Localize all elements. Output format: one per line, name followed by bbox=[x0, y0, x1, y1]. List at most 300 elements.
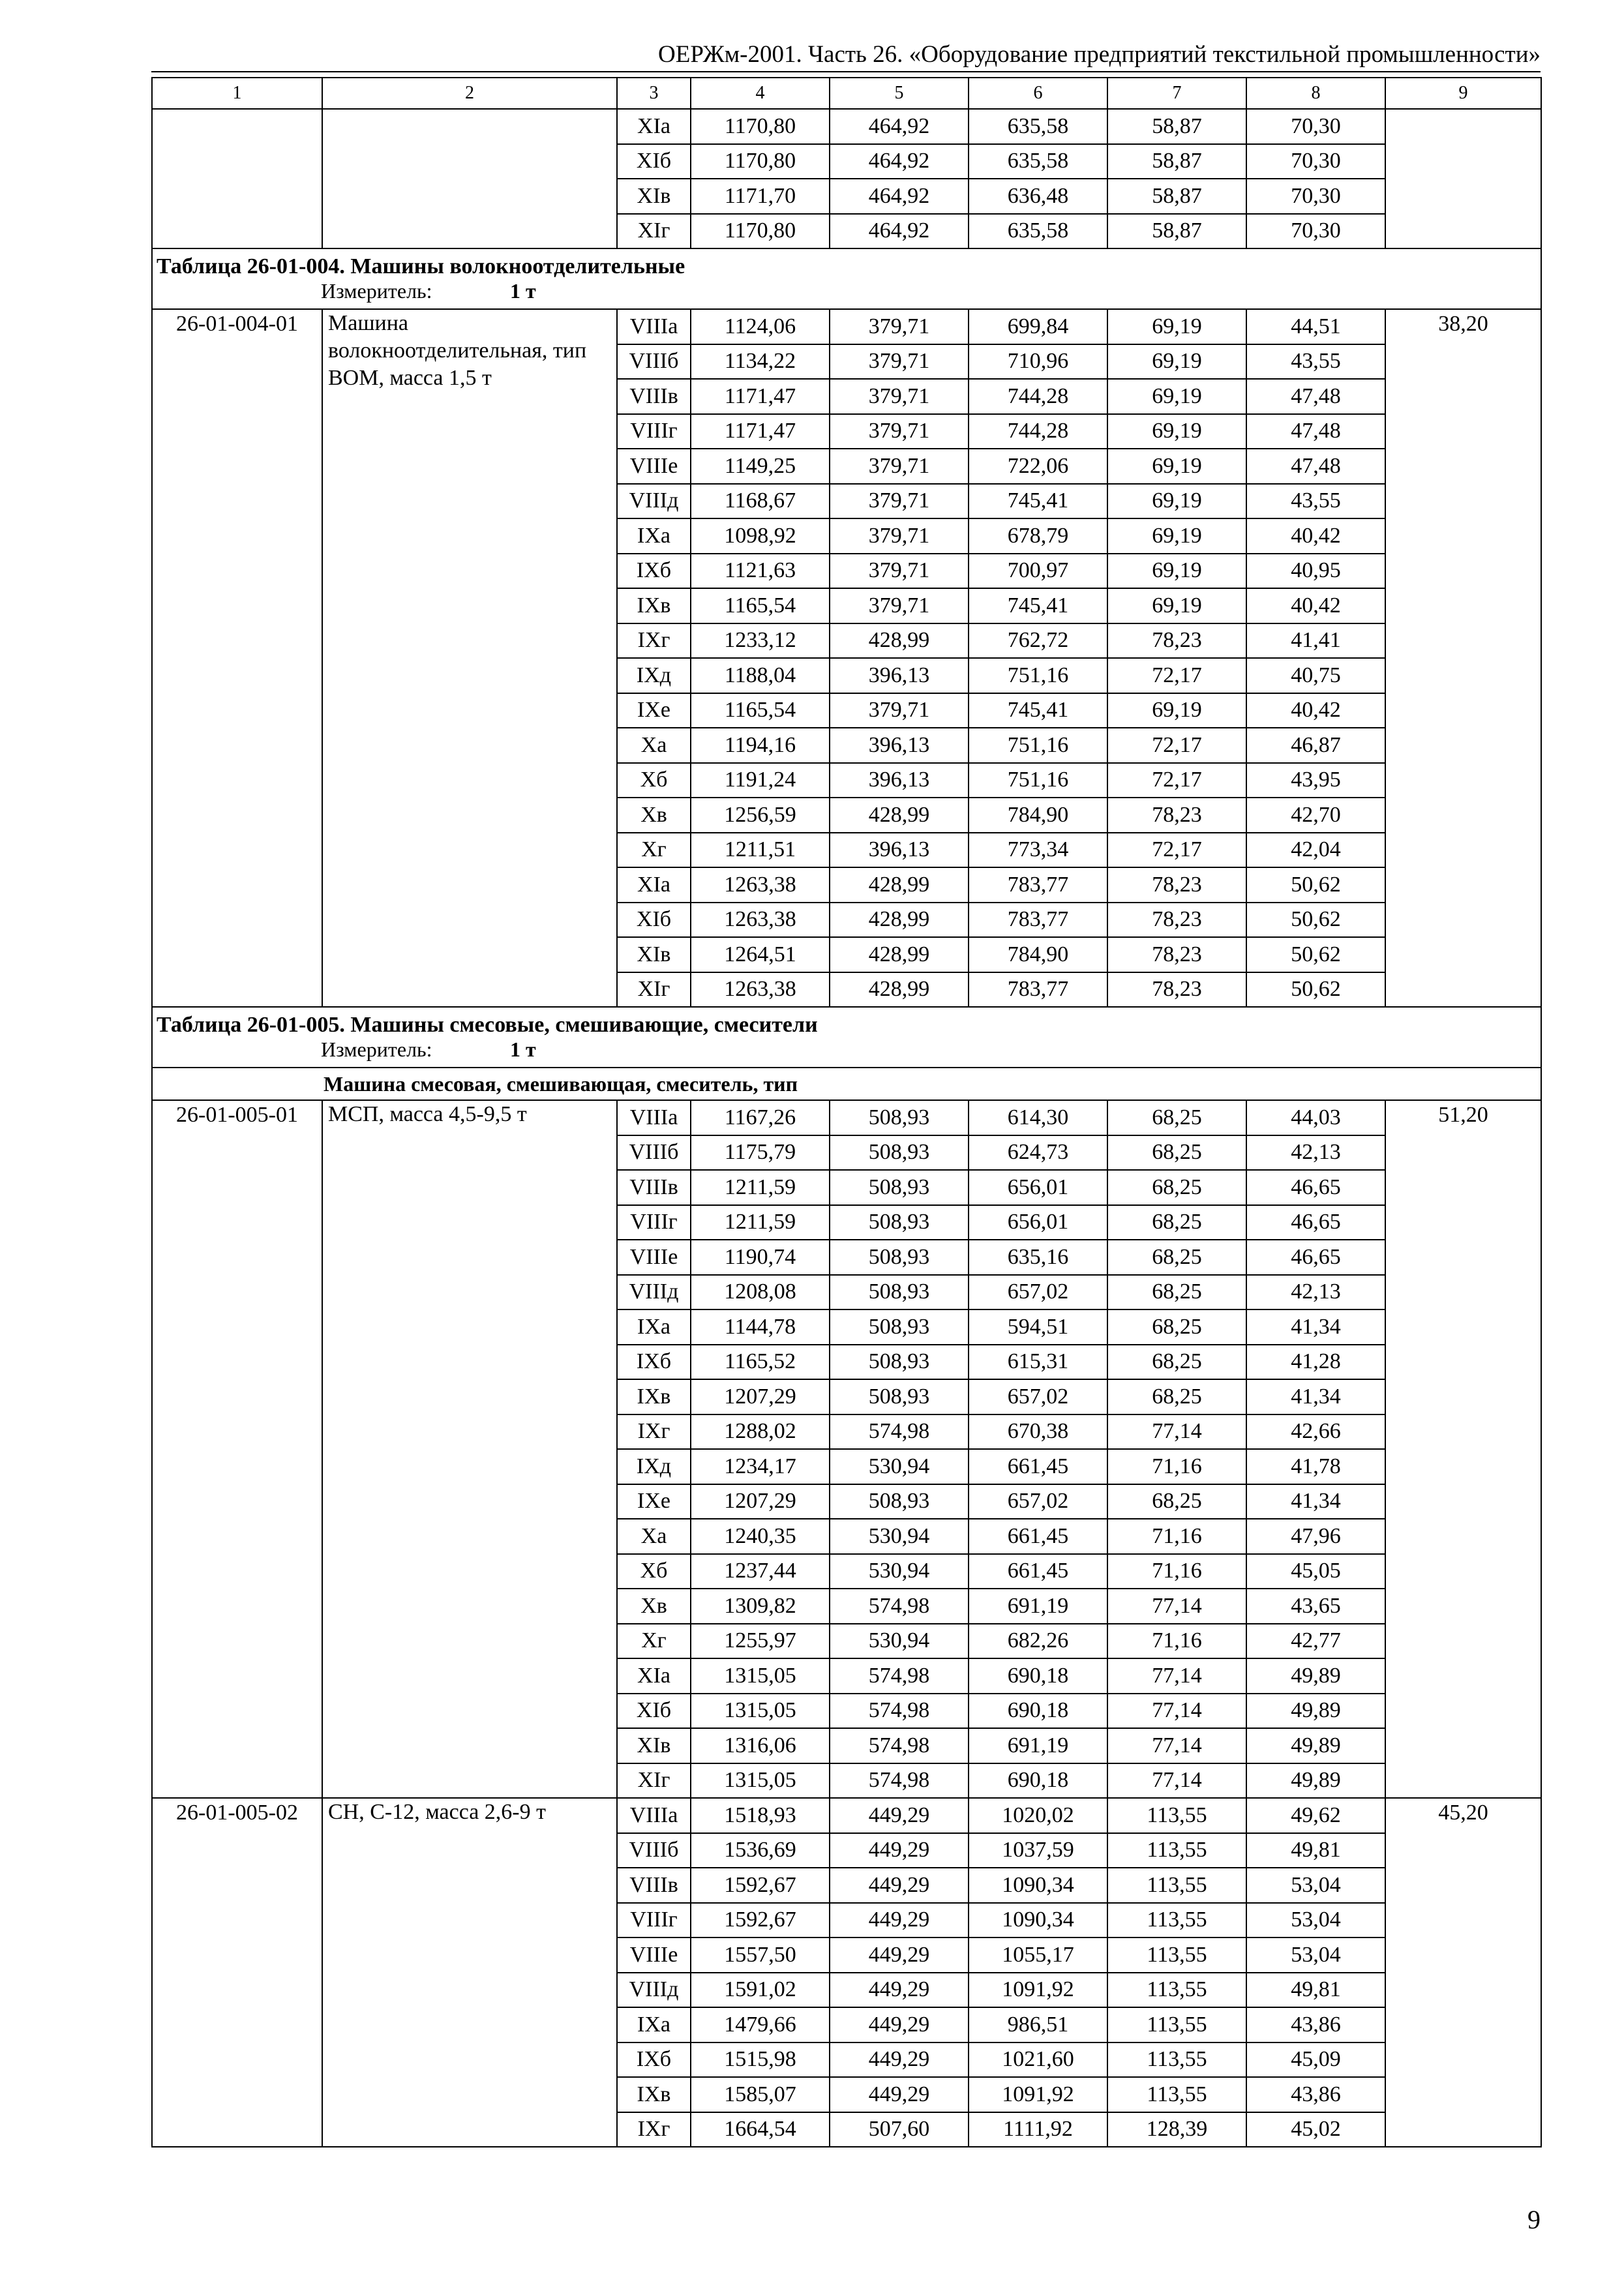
table-cell: VIIIа bbox=[617, 1798, 691, 1833]
table-cell: 657,02 bbox=[969, 1484, 1107, 1519]
table-cell: 449,29 bbox=[830, 1833, 969, 1868]
table-cell: 69,19 bbox=[1107, 414, 1246, 449]
table-cell: 1479,66 bbox=[691, 2007, 830, 2042]
table-cell: 50,62 bbox=[1246, 903, 1385, 938]
table-cell: 508,93 bbox=[830, 1135, 969, 1171]
table-cell: 45,09 bbox=[1246, 2042, 1385, 2078]
table-cell: XIв bbox=[617, 1728, 691, 1763]
table-cell: 1021,60 bbox=[969, 2042, 1107, 2078]
table-cell: 77,14 bbox=[1107, 1694, 1246, 1729]
measure-line bbox=[153, 1038, 1541, 1062]
table-cell: XIб bbox=[617, 1694, 691, 1729]
table-cell: 53,04 bbox=[1246, 1868, 1385, 1903]
table-cell: 1211,59 bbox=[691, 1205, 830, 1240]
table-cell: 379,71 bbox=[830, 554, 969, 589]
item-code: 26-01-004-01 bbox=[152, 309, 322, 1007]
table-cell: 1037,59 bbox=[969, 1833, 1107, 1868]
table-cell: 68,25 bbox=[1107, 1205, 1246, 1240]
table-cell: XIг bbox=[617, 1763, 691, 1799]
table-cell: 1165,54 bbox=[691, 588, 830, 623]
table-cell: 1191,24 bbox=[691, 763, 830, 798]
table-cell: 986,51 bbox=[969, 2007, 1107, 2042]
group-heading-row bbox=[152, 1068, 1541, 1100]
table-cell: 43,95 bbox=[1246, 763, 1385, 798]
table-cell: 1020,02 bbox=[969, 1798, 1107, 1833]
table-cell: VIIIв bbox=[617, 1170, 691, 1205]
table-cell: 751,16 bbox=[969, 658, 1107, 693]
table-cell: 464,92 bbox=[830, 144, 969, 179]
table-cell: 72,17 bbox=[1107, 728, 1246, 763]
table-cell: 1165,52 bbox=[691, 1345, 830, 1380]
table-cell: 1111,92 bbox=[969, 2112, 1107, 2147]
table-cell: 379,71 bbox=[830, 588, 969, 623]
item-col9-value: 38,20 bbox=[1385, 309, 1541, 1007]
table-cell: 1263,38 bbox=[691, 903, 830, 938]
table-cell: 46,87 bbox=[1246, 728, 1385, 763]
table-cell: 1536,69 bbox=[691, 1833, 830, 1868]
table-cell: 379,71 bbox=[830, 484, 969, 519]
table-cell: 784,90 bbox=[969, 798, 1107, 833]
table-cell: 1134,22 bbox=[691, 344, 830, 380]
table-cell: 49,89 bbox=[1246, 1658, 1385, 1694]
table-cell: 113,55 bbox=[1107, 1833, 1246, 1868]
table-cell: 77,14 bbox=[1107, 1414, 1246, 1450]
table-cell: 428,99 bbox=[830, 903, 969, 938]
table-cell: 661,45 bbox=[969, 1554, 1107, 1589]
table-cell: VIIIе bbox=[617, 449, 691, 484]
table-cell: IXа bbox=[617, 1309, 691, 1345]
item-col9-value: 45,20 bbox=[1385, 1798, 1541, 2147]
table-cell: VIIIе bbox=[617, 1937, 691, 1973]
table-cell: Xа bbox=[617, 1519, 691, 1554]
table-cell: 71,16 bbox=[1107, 1554, 1246, 1589]
table-cell: 449,29 bbox=[830, 1868, 969, 1903]
table-cell: IXв bbox=[617, 2077, 691, 2112]
table-cell: 68,25 bbox=[1107, 1345, 1246, 1380]
table-cell: 690,18 bbox=[969, 1694, 1107, 1729]
table-cell: 68,25 bbox=[1107, 1240, 1246, 1275]
table-title: Таблица 26-01-005. Машины смесовые, смешивающие, смесители bbox=[152, 1007, 1541, 1038]
table-cell: 1194,16 bbox=[691, 728, 830, 763]
table-cell: 77,14 bbox=[1107, 1589, 1246, 1624]
item-description: Машина волокноотделительная, тип ВОМ, масса 1,5 т bbox=[322, 309, 617, 1007]
measure-cell bbox=[152, 279, 1541, 309]
table-cell: VIIIв bbox=[617, 1868, 691, 1903]
table-cell: 47,48 bbox=[1246, 379, 1385, 414]
table-cell: 43,86 bbox=[1246, 2007, 1385, 2042]
table-cell: 744,28 bbox=[969, 379, 1107, 414]
table-row bbox=[152, 1798, 1541, 1833]
table-cell: 68,25 bbox=[1107, 1275, 1246, 1310]
table-cell: 1309,82 bbox=[691, 1589, 830, 1624]
table-cell: Xв bbox=[617, 1589, 691, 1624]
table-cell: 69,19 bbox=[1107, 379, 1246, 414]
table-cell: 70,30 bbox=[1246, 179, 1385, 214]
table-row bbox=[152, 1100, 1541, 1135]
table-cell: 113,55 bbox=[1107, 1973, 1246, 2008]
table-cell: 46,65 bbox=[1246, 1205, 1385, 1240]
table-cell: 40,42 bbox=[1246, 518, 1385, 554]
table-cell: 661,45 bbox=[969, 1449, 1107, 1484]
table-cell: 46,65 bbox=[1246, 1240, 1385, 1275]
table-cell: 635,58 bbox=[969, 144, 1107, 179]
table-cell: 1237,44 bbox=[691, 1554, 830, 1589]
table-cell: 1124,06 bbox=[691, 309, 830, 344]
table-cell: 379,71 bbox=[830, 414, 969, 449]
table-cell: 53,04 bbox=[1246, 1937, 1385, 1973]
table-cell: 1170,80 bbox=[691, 109, 830, 144]
table-cell: 691,19 bbox=[969, 1728, 1107, 1763]
table-cell: 113,55 bbox=[1107, 1903, 1246, 1938]
table-cell: 1664,54 bbox=[691, 2112, 830, 2147]
table-cell: 49,89 bbox=[1246, 1694, 1385, 1729]
table-cell: 1233,12 bbox=[691, 623, 830, 659]
table-cell: Xб bbox=[617, 1554, 691, 1589]
measure-value: 1 т bbox=[510, 279, 536, 303]
table-cell: 1165,54 bbox=[691, 693, 830, 728]
table-cell: 464,92 bbox=[830, 214, 969, 249]
table-cell: 508,93 bbox=[830, 1170, 969, 1205]
item-code: 26-01-005-02 bbox=[152, 1798, 322, 2147]
table-cell: 1144,78 bbox=[691, 1309, 830, 1345]
table-cell: 1171,47 bbox=[691, 414, 830, 449]
table-cell: 1190,74 bbox=[691, 1240, 830, 1275]
column-number-cell: 8 bbox=[1246, 78, 1385, 109]
table-cell: 1188,04 bbox=[691, 658, 830, 693]
table-cell: 449,29 bbox=[830, 2042, 969, 2078]
table-cell: 1315,05 bbox=[691, 1763, 830, 1799]
table-cell: 1592,67 bbox=[691, 1868, 830, 1903]
table-cell: VIIIв bbox=[617, 379, 691, 414]
table-cell: VIIIд bbox=[617, 1973, 691, 2008]
table-cell: 449,29 bbox=[830, 1937, 969, 1973]
table-cell: 379,71 bbox=[830, 449, 969, 484]
table-cell: 614,30 bbox=[969, 1100, 1107, 1135]
table-cell: 43,55 bbox=[1246, 344, 1385, 380]
table-cell: 41,34 bbox=[1246, 1379, 1385, 1414]
column-number-cell: 1 bbox=[152, 78, 322, 109]
table-cell: IXа bbox=[617, 2007, 691, 2042]
table-cell: 1263,38 bbox=[691, 972, 830, 1008]
table-cell: 449,29 bbox=[830, 1973, 969, 2008]
table-cell: 1091,92 bbox=[969, 2077, 1107, 2112]
table-cell: 77,14 bbox=[1107, 1763, 1246, 1799]
table-cell: VIIIа bbox=[617, 309, 691, 344]
table-cell: 1055,17 bbox=[969, 1937, 1107, 1973]
table-title-row bbox=[152, 1007, 1541, 1038]
table-cell: 1121,63 bbox=[691, 554, 830, 589]
table-cell: 69,19 bbox=[1107, 554, 1246, 589]
item-col9-value: 51,20 bbox=[1385, 1100, 1541, 1798]
table-cell: 784,90 bbox=[969, 937, 1107, 972]
table-cell: 1315,05 bbox=[691, 1694, 830, 1729]
table-cell: 50,62 bbox=[1246, 972, 1385, 1008]
table-cell: 1091,92 bbox=[969, 1973, 1107, 2008]
table-cell: 1208,08 bbox=[691, 1275, 830, 1310]
table-cell: XIа bbox=[617, 867, 691, 903]
column-number-cell: 5 bbox=[830, 78, 969, 109]
table-cell: XIг bbox=[617, 214, 691, 249]
table-cell: 41,78 bbox=[1246, 1449, 1385, 1484]
table-cell: 41,34 bbox=[1246, 1484, 1385, 1519]
table-cell: XIв bbox=[617, 179, 691, 214]
table-cell: 49,81 bbox=[1246, 1833, 1385, 1868]
table-cell: 690,18 bbox=[969, 1763, 1107, 1799]
measure-value: 1 т bbox=[510, 1038, 536, 1061]
page-header-title: ОЕРЖм-2001. Часть 26. «Оборудование предприятий текстильной промышленности» bbox=[658, 41, 1541, 68]
table-cell: 113,55 bbox=[1107, 1937, 1246, 1973]
table-cell: 72,17 bbox=[1107, 833, 1246, 868]
table-cell: 69,19 bbox=[1107, 344, 1246, 380]
table-cell: 47,96 bbox=[1246, 1519, 1385, 1554]
table-cell: VIIIг bbox=[617, 414, 691, 449]
table-cell: 396,13 bbox=[830, 658, 969, 693]
table-cell: 428,99 bbox=[830, 867, 969, 903]
table-cell: 77,14 bbox=[1107, 1728, 1246, 1763]
table-cell: 508,93 bbox=[830, 1345, 969, 1380]
table-cell: 58,87 bbox=[1107, 214, 1246, 249]
table-cell: 47,48 bbox=[1246, 449, 1385, 484]
table-cell: 50,62 bbox=[1246, 867, 1385, 903]
table-cell: 69,19 bbox=[1107, 588, 1246, 623]
table-title: Таблица 26-01-004. Машины волокноотделительные bbox=[152, 248, 1541, 279]
table-cell: 508,93 bbox=[830, 1100, 969, 1135]
item-description: СН, С-12, масса 2,6-9 т bbox=[322, 1798, 617, 2147]
table-cell: 710,96 bbox=[969, 344, 1107, 380]
table-cell: 42,04 bbox=[1246, 833, 1385, 868]
table-cell: 635,58 bbox=[969, 109, 1107, 144]
table-cell: Xг bbox=[617, 833, 691, 868]
table-cell: 70,30 bbox=[1246, 214, 1385, 249]
table-cell: 751,16 bbox=[969, 763, 1107, 798]
table-cell: 49,81 bbox=[1246, 1973, 1385, 2008]
column-number-cell: 2 bbox=[322, 78, 617, 109]
table-cell: 78,23 bbox=[1107, 798, 1246, 833]
table-row bbox=[152, 309, 1541, 344]
table-cell: 379,71 bbox=[830, 518, 969, 554]
table-cell: 508,93 bbox=[830, 1309, 969, 1345]
table-cell: 507,60 bbox=[830, 2112, 969, 2147]
table-cell: 44,03 bbox=[1246, 1100, 1385, 1135]
table-cell: 1170,80 bbox=[691, 214, 830, 249]
table-cell: 656,01 bbox=[969, 1205, 1107, 1240]
table-cell: 45,05 bbox=[1246, 1554, 1385, 1589]
table-cell: XIг bbox=[617, 972, 691, 1008]
table-cell: VIIIб bbox=[617, 1833, 691, 1868]
table-cell: 70,30 bbox=[1246, 109, 1385, 144]
table-cell: 1168,67 bbox=[691, 484, 830, 519]
table-cell: 40,42 bbox=[1246, 693, 1385, 728]
table-cell: 428,99 bbox=[830, 798, 969, 833]
table-cell: 44,51 bbox=[1246, 309, 1385, 344]
table-cell: 53,04 bbox=[1246, 1903, 1385, 1938]
table-cell: VIIIб bbox=[617, 344, 691, 380]
empty-description-cell bbox=[322, 109, 617, 248]
table-cell: 657,02 bbox=[969, 1379, 1107, 1414]
table-cell: 1090,34 bbox=[969, 1868, 1107, 1903]
table-cell: 69,19 bbox=[1107, 449, 1246, 484]
table-cell: 428,99 bbox=[830, 972, 969, 1008]
table-cell: 41,34 bbox=[1246, 1309, 1385, 1345]
table-cell: XIа bbox=[617, 109, 691, 144]
table-cell: 379,71 bbox=[830, 344, 969, 380]
table-cell: 77,14 bbox=[1107, 1658, 1246, 1694]
table-cell: 49,89 bbox=[1246, 1763, 1385, 1799]
table-cell: IXд bbox=[617, 658, 691, 693]
table-cell: 574,98 bbox=[830, 1728, 969, 1763]
column-number-row bbox=[152, 78, 1541, 109]
table-cell: 1170,80 bbox=[691, 144, 830, 179]
table-cell: 464,92 bbox=[830, 109, 969, 144]
table-cell: 72,17 bbox=[1107, 763, 1246, 798]
table-cell: 635,16 bbox=[969, 1240, 1107, 1275]
table-cell: 751,16 bbox=[969, 728, 1107, 763]
table-cell: 43,65 bbox=[1246, 1589, 1385, 1624]
table-cell: IXа bbox=[617, 518, 691, 554]
table-cell: 574,98 bbox=[830, 1414, 969, 1450]
table-cell: 41,41 bbox=[1246, 623, 1385, 659]
measure-label: Измеритель: bbox=[321, 279, 432, 303]
table-cell: 113,55 bbox=[1107, 1868, 1246, 1903]
table-title-row bbox=[152, 248, 1541, 279]
table-cell: 42,13 bbox=[1246, 1275, 1385, 1310]
table-cell: 1207,29 bbox=[691, 1379, 830, 1414]
table-cell: 71,16 bbox=[1107, 1449, 1246, 1484]
table-cell: 635,58 bbox=[969, 214, 1107, 249]
table-row bbox=[152, 109, 1541, 144]
table-cell: 1240,35 bbox=[691, 1519, 830, 1554]
table-cell: 68,25 bbox=[1107, 1100, 1246, 1135]
table-cell: 745,41 bbox=[969, 484, 1107, 519]
table-cell: IXг bbox=[617, 623, 691, 659]
table-cell: XIа bbox=[617, 1658, 691, 1694]
table-cell: 1288,02 bbox=[691, 1414, 830, 1450]
group-heading: Машина смесовая, смешивающая, смеситель, тип bbox=[152, 1068, 1541, 1100]
table-cell: 113,55 bbox=[1107, 2077, 1246, 2112]
table-cell: 58,87 bbox=[1107, 144, 1246, 179]
table-cell: 42,13 bbox=[1246, 1135, 1385, 1171]
page-number: 9 bbox=[1527, 2205, 1541, 2234]
table-cell: Xв bbox=[617, 798, 691, 833]
table-cell: 1585,07 bbox=[691, 2077, 830, 2112]
table-cell: 1167,26 bbox=[691, 1100, 830, 1135]
table-cell: 762,72 bbox=[969, 623, 1107, 659]
table-cell: Xг bbox=[617, 1624, 691, 1659]
table-cell: 49,89 bbox=[1246, 1728, 1385, 1763]
table-cell: 78,23 bbox=[1107, 867, 1246, 903]
table-cell: IXб bbox=[617, 2042, 691, 2078]
table-cell: 78,23 bbox=[1107, 623, 1246, 659]
table-cell: 69,19 bbox=[1107, 518, 1246, 554]
table-cell: 636,48 bbox=[969, 179, 1107, 214]
table-cell: 661,45 bbox=[969, 1519, 1107, 1554]
table-cell: 68,25 bbox=[1107, 1309, 1246, 1345]
table-cell: VIIIе bbox=[617, 1240, 691, 1275]
table-cell: 46,65 bbox=[1246, 1170, 1385, 1205]
table-cell: 464,92 bbox=[830, 179, 969, 214]
table-cell: 78,23 bbox=[1107, 972, 1246, 1008]
table-cell: 69,19 bbox=[1107, 693, 1246, 728]
table-cell: 396,13 bbox=[830, 763, 969, 798]
table-cell: 574,98 bbox=[830, 1658, 969, 1694]
table-cell: XIб bbox=[617, 144, 691, 179]
table-cell: 670,38 bbox=[969, 1414, 1107, 1450]
table-cell: 1175,79 bbox=[691, 1135, 830, 1171]
table-cell: 43,86 bbox=[1246, 2077, 1385, 2112]
table-cell: VIIIд bbox=[617, 484, 691, 519]
table-cell: 68,25 bbox=[1107, 1135, 1246, 1171]
table-cell: VIIIг bbox=[617, 1205, 691, 1240]
table-cell: 47,48 bbox=[1246, 414, 1385, 449]
table-cell: 530,94 bbox=[830, 1519, 969, 1554]
column-number-cell: 6 bbox=[969, 78, 1107, 109]
table-cell: 113,55 bbox=[1107, 1798, 1246, 1833]
table-cell: 128,39 bbox=[1107, 2112, 1246, 2147]
table-cell: 1316,06 bbox=[691, 1728, 830, 1763]
table-cell: 690,18 bbox=[969, 1658, 1107, 1694]
table-cell: 1090,34 bbox=[969, 1903, 1107, 1938]
table-cell: 50,62 bbox=[1246, 937, 1385, 972]
table-cell: 744,28 bbox=[969, 414, 1107, 449]
table-cell: VIIIб bbox=[617, 1135, 691, 1171]
table-cell: IXг bbox=[617, 1414, 691, 1450]
table-cell: XIв bbox=[617, 937, 691, 972]
table-cell: 574,98 bbox=[830, 1589, 969, 1624]
table-cell: 69,19 bbox=[1107, 484, 1246, 519]
table-cell: 745,41 bbox=[969, 693, 1107, 728]
table-cell: 379,71 bbox=[830, 379, 969, 414]
table-cell: 396,13 bbox=[830, 728, 969, 763]
table-cell: 1256,59 bbox=[691, 798, 830, 833]
table-cell: 68,25 bbox=[1107, 1379, 1246, 1414]
empty-unit-cell bbox=[1385, 109, 1541, 248]
table-cell: 508,93 bbox=[830, 1275, 969, 1310]
table-cell: 691,19 bbox=[969, 1589, 1107, 1624]
table-cell: 508,93 bbox=[830, 1484, 969, 1519]
item-description: МСП, масса 4,5-9,5 т bbox=[322, 1100, 617, 1798]
table-cell: 45,02 bbox=[1246, 2112, 1385, 2147]
measure-cell bbox=[152, 1038, 1541, 1068]
measure-row bbox=[152, 279, 1541, 309]
table-cell: IXе bbox=[617, 1484, 691, 1519]
table-cell: 530,94 bbox=[830, 1554, 969, 1589]
rates-table bbox=[151, 77, 1542, 2147]
table-cell: 594,51 bbox=[969, 1309, 1107, 1345]
table-cell: 49,62 bbox=[1246, 1798, 1385, 1833]
table-cell: 1171,70 bbox=[691, 179, 830, 214]
table-cell: 42,66 bbox=[1246, 1414, 1385, 1450]
table-cell: 40,75 bbox=[1246, 658, 1385, 693]
table-cell: 379,71 bbox=[830, 693, 969, 728]
column-number-cell: 3 bbox=[617, 78, 691, 109]
table-cell: 78,23 bbox=[1107, 903, 1246, 938]
table-cell: 574,98 bbox=[830, 1763, 969, 1799]
table-cell: 624,73 bbox=[969, 1135, 1107, 1171]
table-cell: 70,30 bbox=[1246, 144, 1385, 179]
table-cell: 68,25 bbox=[1107, 1170, 1246, 1205]
table-cell: 113,55 bbox=[1107, 2007, 1246, 2042]
table-cell: 41,28 bbox=[1246, 1345, 1385, 1380]
table-cell: 508,93 bbox=[830, 1379, 969, 1414]
table-cell: 682,26 bbox=[969, 1624, 1107, 1659]
table-cell: 722,06 bbox=[969, 449, 1107, 484]
table-cell: 1255,97 bbox=[691, 1624, 830, 1659]
table-cell: 783,77 bbox=[969, 903, 1107, 938]
table-cell: 1149,25 bbox=[691, 449, 830, 484]
table-cell: Xб bbox=[617, 763, 691, 798]
table-cell: 1591,02 bbox=[691, 1973, 830, 2008]
table-cell: 1557,50 bbox=[691, 1937, 830, 1973]
